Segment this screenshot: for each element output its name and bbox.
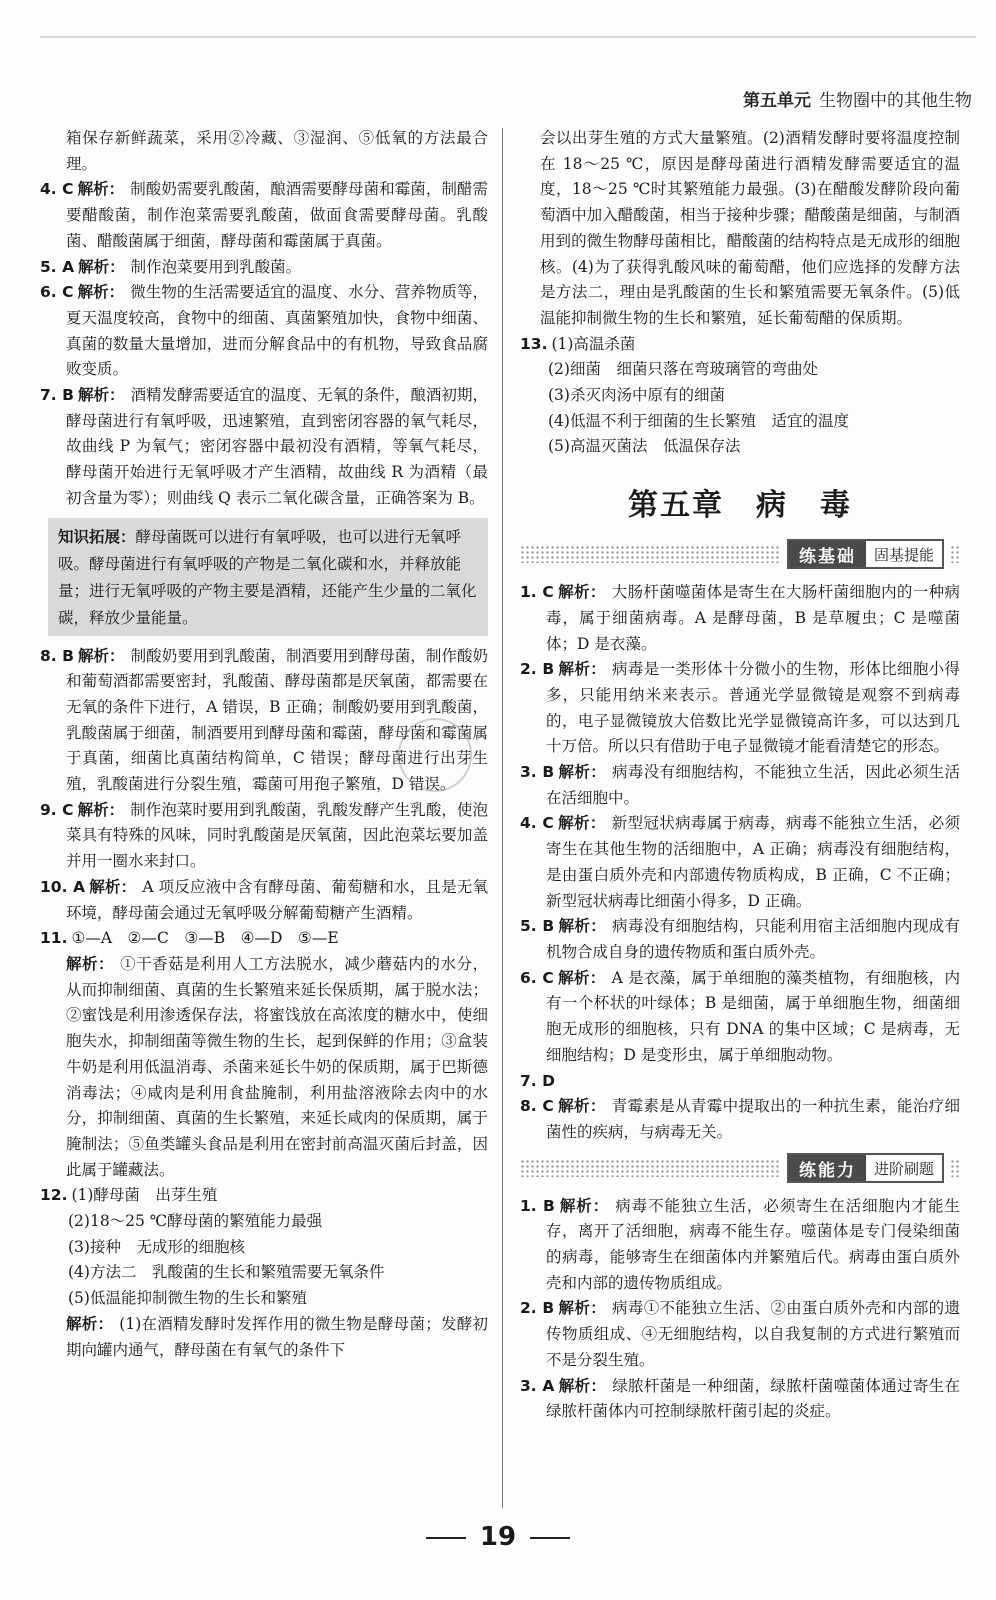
answer-12-explanation: 解析： (1)在酒精发酵时发挥作用的微生物是酵母菌；发酵初期向罐内通气，酵母菌在有氧气的条件下 [66, 1314, 488, 1359]
answer-5: 5. A 解析： 制作泡菜要用到乳酸菌。 [40, 257, 302, 276]
continued-text: 会以出芽生殖的方式大量繁殖。(2)酒精发酵时要将温度控制在 18～25 ℃，原因是酵母菌进行酒精发酵需要适宜的温度，18～25 ℃时其繁殖能力最强。(3)在醋酸发酵阶段向葡萄酒中加入醋酸菌，相当于接种步骤；醋酸菌是细菌，与制酒用到的微生物酵母菌相比，醋酸菌的结构特点是无成形的细胞核。(4)为了获得乳酸风味的葡萄醋，他们应选择的发酵方法是方法二，理由是乳酸菌的生长和繁殖需要无氧条件。(5)低温能抑制微生物的生长和繁殖，延长葡萄醋的保质期。 [540, 129, 960, 327]
section-banner-basic [520, 538, 960, 570]
page-number: 19 [0, 1522, 996, 1552]
continued-text: 箱保存新鲜蔬菜，采用②冷藏、③湿润、⑤低氧的方法最合理。 [66, 129, 488, 173]
basic-answer-2: 2. B 解析： 病毒是一类形体十分微小的生物，形体比细胞小得多，只能用纳米来表示。普通光学显微镜是观察不到病毒的，电子显微镜放大倍数比光学显微镜高许多，可以达到几十万倍。所以只有借助于电子显微镜才能看清楚它的形态。 [520, 660, 960, 756]
knowledge-extension-box: 知识拓展：酵母菌既可以进行有氧呼吸，也可以进行无氧呼吸。酵母菌进行有氧呼吸的产物是二氧化碳和水，并释放能量；进行无氧呼吸的产物主要是酒精，还能产生少量的二氧化碳，释放少量能量。 [48, 518, 488, 636]
answer-12-item: (3)接种 无成形的细胞核 [68, 1237, 245, 1256]
answer-13-item: (2)细菌 细菌只落在弯玻璃管的弯曲处 [548, 360, 818, 379]
unit-title: 生物圈中的其他生物 [819, 91, 972, 111]
answer-11-explanation: 解析： ①干香菇是利用人工方法脱水，减少蘑菇内的水分，从而抑制细菌、真菌的生长繁殖来延长保质期，属于脱水法；②蜜饯是利用渗透保存法，将蜜饯放在高浓度的糖水中，使细胞失水，抑制细菌等微生物的生长，起到保鲜的作用；③盒装牛奶是利用低温消毒、杀菌来延长牛奶的保质期，属于巴斯德消毒法；④咸肉是利用食盐腌制，利用盐溶液除去肉中的水分，抑制细菌、真菌的生长繁殖，来延长咸肉的保质期，属于腌制法；⑤鱼类罐头食品是利用在密封前高温灭菌后封盖，因此属于罐藏法。 [66, 954, 488, 1179]
answer-13-item: (4)低温不利于细菌的生长繁殖 适宜的温度 [548, 411, 849, 430]
ability-answer-1: 1. B 解析： 病毒不能独立生活，必须寄生在活细胞内才能生存，离开了活细胞，病毒不能生存。噬菌体是专门侵染细菌的病毒，能够寄生在细菌体内并繁殖后代。病毒由蛋白质外壳和内部的遗传物质组成。 [520, 1196, 960, 1292]
basic-answer-5: 5. B 解析： 病毒没有细胞结构，只能利用宿主活细胞内现成有机物合成自身的遗传物质和蛋白质外壳。 [520, 917, 960, 961]
right-column [520, 126, 960, 1425]
answer-12-item: (2)18～25 ℃酵母菌的繁殖能力最强 [68, 1212, 323, 1231]
top-rule [40, 36, 976, 38]
answer-12-item: (4)方法二 乳酸菌的生长和繁殖需要无氧条件 [68, 1263, 385, 1282]
section-banner-ability [520, 1152, 960, 1184]
answer-9: 9. C 解析： 制作泡菜时要用到乳酸菌，乳酸发酵产生乳酸，使泡菜具有特殊的风味，同时乳酸菌是厌氧菌，因此泡菜坛要加盖并用一圈水来封口。 [40, 800, 488, 871]
chapter-title: 第五章 病 毒 [628, 488, 852, 524]
answer-12: 12. (1)酵母菌 出芽生殖 [40, 1186, 218, 1205]
watermark-logo [816, 1510, 966, 1580]
basic-answer-3: 3. B 解析： 病毒没有细胞结构，不能独立生活，因此必须生活在活细胞中。 [520, 763, 960, 807]
running-head [743, 86, 972, 111]
dot-pattern [950, 1159, 960, 1177]
basic-answer-1: 1. C 解析： 大肠杆菌噬菌体是寄生在大肠杆菌细胞内的一种病毒，属于细菌病毒。A 是酵母菌，B 是草履虫；C 是噬菌体；D 是衣藻。 [520, 583, 960, 653]
answer-10: 10. A 解析： A 项反应液中含有酵母菌、葡萄糖和水，且是无氧环境，酵母菌会通过无氧呼吸分解葡萄糖产生酒精。 [40, 877, 488, 922]
answer-8: 8. B 解析： 制酸奶要用到乳酸菌，制酒要用到酵母菌，制作酸奶和葡萄酒都需要密封，乳酸菌、酵母菌都是厌氧菌，都需要在无氧的条件下进行，A 错误，B 正确；制酸奶要用到乳酸菌，乳酸菌属于细菌，制酒要用到酵母菌和霉菌，酵母菌和霉菌属于真菌，细菌比真菌结构简单，C 错误；酵母菌进行出芽生殖，乳酸菌进行分裂生殖，霉菌可用孢子繁殖，D 错误。 [40, 646, 488, 794]
answer-13-item: (3)杀灭肉汤中原有的细菌 [548, 386, 725, 405]
column-divider [502, 128, 503, 1508]
ability-answer-2: 2. B 解析： 病毒①不能独立生活、②由蛋白质外壳和内部的遗传物质组成、④无细胞结构，以自我复制的方式进行繁殖而不是分裂生殖。 [520, 1299, 960, 1369]
answer-11: 11. ①—A ②—C ③—B ④—D ⑤—E [40, 929, 339, 948]
answer-4: 4. C 解析： 制酸奶需要乳酸菌，酿酒需要酵母菌和霉菌，制醋需要醋酸菌，制作泡菜需要乳酸菌，做面食需要酵母菌。乳酸菌、醋酸菌属于细菌，酵母菌和霉菌属于真菌。 [40, 180, 488, 250]
basic-answer-7: 7. D [520, 1071, 555, 1090]
answer-13-item: (5)高温灭菌法 低温保存法 [548, 437, 741, 456]
banner-label: 练能力 进阶刷题 [787, 1153, 944, 1183]
seal-stamp [398, 718, 472, 792]
answer-7: 7. B 解析： 酒精发酵需要适宜的温度、无氧的条件，酿酒初期，酵母菌进行有氧呼吸，迅速繁殖，直到密闭容器的氧气耗尽，故曲线 P 为氧气；密闭容器中最初没有酒精，等氧气耗尽，酵母菌开始进行无氧呼吸才产生酒精，故曲线 R 为酒精（最初含量为零）；则曲线 Q 表示二氧化碳含量，正确答案为 B。 [40, 386, 488, 507]
ability-answer-3: 3. A 解析： 绿脓杆菌是一种细菌，绿脓杆菌噬菌体通过寄生在绿脓杆菌体内可控制绿脓杆菌引起的炎症。 [520, 1376, 960, 1421]
dot-pattern [520, 545, 781, 563]
dot-pattern [950, 545, 960, 563]
answer-6: 6. C 解析： 微生物的生活需要适宜的温度、水分、营养物质等，夏天温度较高，食物中的细菌、真菌繁殖加快，食物中细菌、真菌的数量大量增加，进而分解食品中的有机物，导致食品腐败变质。 [40, 283, 488, 379]
basic-answer-8: 8. C 解析： 青霉素是从青霉中提取出的一种抗生素，能治疗细菌性的疾病，与病毒无关。 [520, 1097, 960, 1141]
answer-13: 13. (1)高温杀菌 [520, 334, 636, 353]
basic-answer-6: 6. C 解析： A 是衣藻，属于单细胞的藻类植物，有细胞核，内有一个杯状的叶绿体；B 是细菌，属于单细胞生物，细菌细胞无成形的细胞核，只有 DNA 的集中区域；C 是病毒，无细胞结构；D 是变形虫，属于单细胞动物。 [520, 968, 960, 1064]
basic-answer-4: 4. C 解析： 新型冠状病毒属于病毒，病毒不能独立生活，必须寄生在其他生物的活细胞中，A 正确；病毒没有细胞结构，是由蛋白质外壳和内部遗传物质构成，B 正确，C 不正确；新型冠状病毒比细菌小得多，D 正确。 [520, 814, 960, 910]
banner-label: 练基础 固基提能 [787, 539, 944, 569]
unit-label: 第五单元 [743, 91, 811, 111]
answer-12-item: (5)低温能抑制微生物的生长和繁殖 [68, 1289, 307, 1308]
dot-pattern [520, 1159, 781, 1177]
